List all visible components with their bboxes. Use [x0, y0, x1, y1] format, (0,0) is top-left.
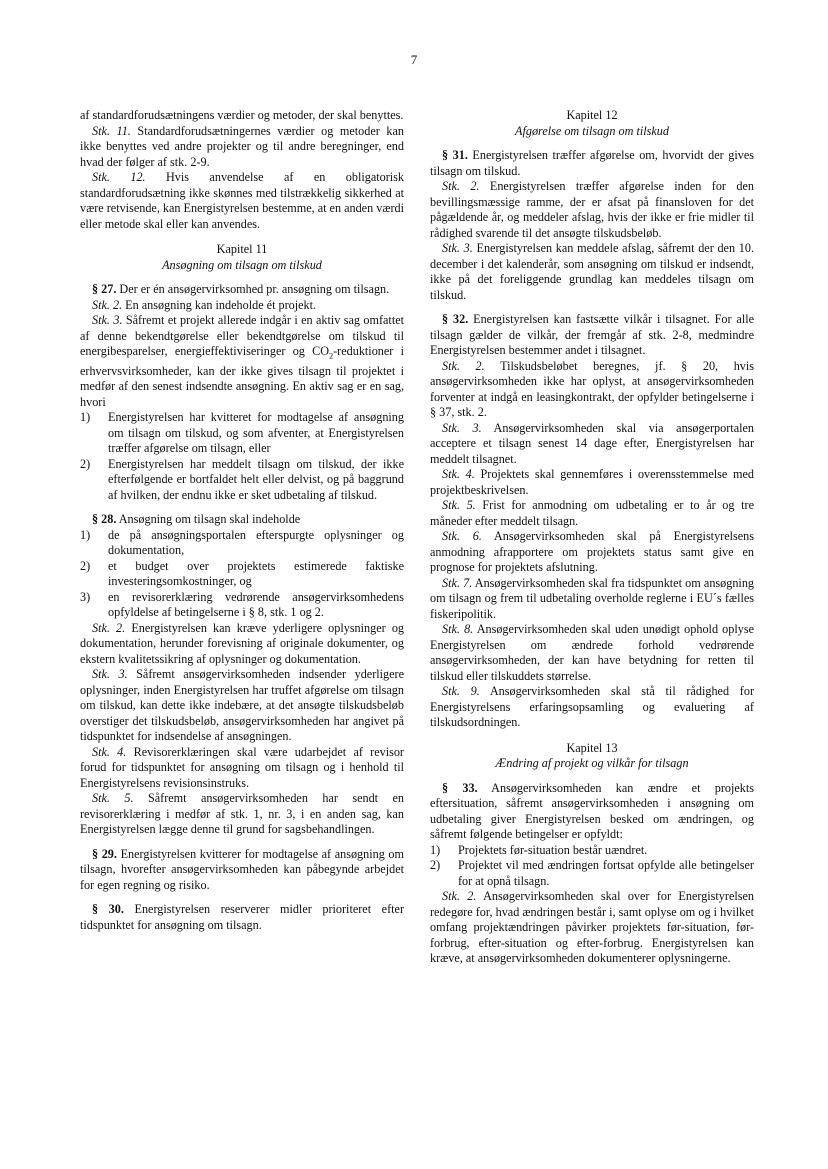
stk-text: Ansøgervirksomheden skal via ansøgerportalen acceptere et tilsagn senest 14 dage efter, Energistyrelsen har meddelt tilsagnet.: [430, 420, 754, 466]
paragraph: af standardforudsætningens værdier og metoder, der skal benyttes.: [80, 108, 404, 122]
list-text: en revisorerklæring vedrørende ansøgervirksomhedens opfyldelse af betingelserne i § 8, stk. 1 og 2.: [108, 589, 404, 620]
list-text: de på ansøgningsportalen efterspurgte oplysninger og dokumentation,: [108, 527, 404, 558]
stk-text: Projektets skal gennemføres i overensstemmelse med projektbeskrivelsen.: [430, 467, 754, 497]
stk-label: Stk. 9.: [442, 684, 480, 698]
stk-text: Energistyrelsen kan meddele afslag, såfremt der den 10. december i det kalenderår, som ansøgning om tilskud er indsendt, ikke på det foreliggende grundlag kan meddeles tilsagn om tilskud.: [430, 241, 755, 302]
section-number: § 33.: [442, 780, 478, 795]
stk-paragraph: [80, 124, 404, 171]
section-number: § 28.: [92, 512, 117, 527]
stk-paragraph: [80, 170, 404, 232]
section-paragraph: [80, 847, 404, 894]
stk-text: Ansøgervirksomheden skal på Energistyrelsens anmodning afrapportere om projektets status samt give en prognose for projektets afslutning.: [430, 529, 755, 574]
stk-text: Ansøgervirksomheden skal stå til rådighed for Energistyrelsens erfaringsopsamling og evaluering af tilskudsordningen.: [430, 684, 754, 729]
page-number: 7: [410, 52, 418, 67]
stk-label: Stk. 8.: [442, 622, 474, 636]
stk-paragraph: [430, 359, 754, 421]
section-paragraph: [430, 781, 754, 843]
list-text: Energistyrelsen har kvitteret for modtagelse af ansøgning om tilsagn om tilskud, og som afventer, at Energistyrelsen træffer afgørelse om tilsagn, eller: [108, 410, 404, 456]
section-text: Energistyrelsen kan fastsætte vilkår i tilsagnet. For alle tilsagn gælder de vilkår, der fremgår af stk. 2-8, medmindre Energistyrelsen bestemmer andet i tilsagnet.: [430, 312, 754, 357]
stk-paragraph: [80, 667, 404, 745]
stk-label: Stk. 7.: [442, 575, 473, 590]
list-number: 2): [80, 456, 91, 471]
list-text: Projektets før-situation består uændret.: [458, 842, 648, 857]
subscript: 2: [329, 351, 334, 361]
section-paragraph: [80, 902, 404, 933]
stk-paragraph: [80, 621, 404, 668]
list-text: Energistyrelsen har meddelt tilsagn om tilskud, der ikke efterfølgende er bortfaldet helt eller delvist, og på baggrund af hvilken, der endnu ikke er sket udbetaling af tilskud.: [108, 456, 404, 502]
section-text: Energistyrelsen træffer afgørelse om, hvorvidt der gives tilsagn om tilskud.: [430, 148, 755, 178]
stk-paragraph: [80, 745, 404, 792]
stk-label: Stk. 2.: [442, 358, 485, 373]
stk-paragraph: [430, 684, 754, 731]
stk-text: Ansøgervirksomheden skal uden unødigt ophold oplyse Energistyrelsen om ændrede forhold vedrørende ansøgervirksomheden, der kan have betydning for retten til tilskud eller tilskuddets størrelse.: [430, 622, 754, 683]
stk-paragraph: [430, 498, 754, 529]
list-number: 3): [80, 589, 91, 604]
list-item: [80, 410, 404, 457]
stk-label: Stk. 11.: [92, 123, 131, 138]
stk-text: Såfremt et projekt allerede indgår i en aktiv sag omfattet af denne bekendtgørelse eller bekendtgørelse om tilskud til energibesparelser, energieffektiviseringer og CO: [80, 313, 404, 358]
section-paragraph: [430, 312, 754, 359]
stk-label: Stk. 6.: [442, 529, 482, 543]
stk-text: Ansøgervirksomheden skal over for Energistyrelsen redegøre for, hvad ændringen består i, samt oplyse om og i hvilket omfang projektændringen påvirker projektets før-situation, før-forbrug, efter-situation og efter-forbrug. Energistyrelsen kan kræve, at ansøgervirksomheden dokumenterer oplysningerne.: [430, 889, 754, 965]
chapter-subtitle: Ansøgning om tilsagn om tilskud: [162, 257, 322, 272]
stk-paragraph: [430, 241, 754, 303]
stk-paragraph: [430, 179, 754, 241]
section-text: Ansøgervirksomheden kan ændre et projekts eftersituation, såfremt ansøgervirksomheden i ansøgning om udbetaling giver Energistyrelsen besked om ændringen, og såfremt følgende betingelser er opfyldt:: [430, 780, 754, 841]
stk-label: Stk. 4.: [442, 467, 475, 481]
list-number: 2): [80, 558, 91, 573]
chapter-title: Kapitel 13: [566, 740, 618, 755]
stk-label: Stk. 2.: [442, 179, 480, 193]
chapter-title: Kapitel 12: [566, 108, 618, 122]
section-paragraph: [80, 512, 404, 528]
section-paragraph: [430, 148, 754, 179]
section-text: Der er én ansøgervirksomhed pr. ansøgning om tilsagn.: [116, 282, 390, 296]
chapter-subtitle: Ændring af projekt og vilkår for tilsagn: [495, 756, 689, 770]
stk-text: -reduktioner i erhvervsvirksomheder, kan der ikke gives tilsagn til projektet i medfør af den senest indsendte ansøgning. En aktiv sag er en sag, hvori: [80, 344, 405, 409]
stk-label: Stk. 3.: [92, 313, 123, 327]
section-number: § 31.: [442, 148, 468, 162]
list-item: [80, 559, 404, 590]
stk-paragraph: [430, 889, 754, 967]
stk-paragraph: [430, 529, 754, 576]
stk-paragraph: [430, 622, 754, 684]
list-number: 1): [430, 842, 441, 857]
stk-label: Stk. 2.: [92, 620, 126, 635]
stk-label: Stk. 12.: [92, 170, 146, 184]
section-text: Energistyrelsen reserverer midler prioriteret efter tidspunktet for ansøgning om tilsagn.: [80, 902, 404, 932]
section-text: Ansøgning om tilsagn skal indeholde: [116, 512, 301, 527]
stk-label: Stk. 4.: [92, 744, 127, 759]
left-column: [80, 108, 404, 933]
stk-paragraph: [430, 576, 754, 623]
stk-text: En ansøgning kan indeholde ét projekt.: [122, 297, 317, 312]
stk-label: Stk. 2.: [442, 889, 477, 903]
stk-paragraph: [80, 791, 404, 838]
stk-text: Hvis anvendelse af en obligatorisk standardforudsætning ikke skønnes med tilstrækkelig sikkerhed at være retvisende, kan Energistyrelsen bestemme, at en anden værdi eller metode skal eller kan anvendes.: [80, 170, 404, 231]
list-item: [80, 528, 404, 559]
list-item: [80, 590, 404, 621]
section-text: Energistyrelsen kvitterer for modtagelse af ansøgning om tilsagn, hvorefter ansøgervirksomheden kan påbegynde arbejdet for egen regning og risiko.: [80, 846, 405, 892]
section-paragraph: [80, 282, 404, 298]
right-column: [430, 108, 754, 967]
stk-text: Tilskudsbeløbet beregnes, jf. § 20, hvis ansøgervirksomheden ikke har oplyst, at ansøgervirksomheden forventer at indgå en leasingkontrakt, der opfylder betingelserne i § 37, stk. 2.: [430, 358, 755, 419]
list-number: 2): [430, 858, 441, 872]
list-item: [430, 858, 754, 889]
chapter-title: Kapitel 11: [216, 242, 268, 256]
stk-paragraph: [80, 313, 404, 410]
section-number: § 27.: [92, 282, 117, 296]
chapter-subtitle: Afgørelse om tilsagn om tilskud: [515, 123, 669, 138]
stk-text: Energistyrelsen kan kræve yderligere oplysninger og dokumentation, herunder forevisning af originale dokumenter, og ekstern kvalitetssikring af oplysninger og dokumentation.: [80, 620, 405, 666]
list-item: [80, 457, 404, 504]
stk-paragraph: [430, 467, 754, 498]
stk-text: Revisorerklæringen skal være udarbejdet af revisor forud for tidspunktet for ansøgning om tilsagn og i henhold til Energistyrelsens revisionsinstruks.: [80, 744, 404, 790]
stk-text: Standardforudsætningernes værdier og metoder kan ikke benyttes ved andre projekter og til andre beregninger, end hvad der følger af stk. 2-9.: [80, 123, 404, 169]
stk-label: Stk. 5.: [92, 791, 134, 806]
stk-label: Stk. 3.: [442, 241, 473, 255]
section-number: § 29.: [92, 846, 117, 861]
stk-label: Stk. 5.: [442, 498, 476, 512]
stk-text: Såfremt ansøgervirksomheden indsender yderligere oplysninger, inden Energistyrelsen har truffet afgørelse om tilsagn om tilskud, kan dette ikke indebære, at det ansøgte tilskudsbeløb overstiger det tilskudsbeløb, ansøgervirksomheden har angivet på tidspunktet for indsendelse af ansøgningen.: [80, 667, 405, 744]
stk-text: Såfremt ansøgervirksomheden har sendt en revisorerklæring i medfør af stk. 1, nr. 3, i en anden sag, kan Energistyrelsen lægge denne til grund for sagsbehandlingen.: [80, 791, 404, 837]
section-number: § 32.: [442, 312, 469, 326]
list-number: 1): [80, 410, 91, 425]
list-number: 1): [80, 527, 91, 542]
stk-paragraph: [80, 298, 404, 314]
stk-label: Stk. 2.: [92, 297, 123, 312]
stk-label: Stk. 3.: [92, 667, 128, 682]
stk-text: Frist for anmodning om udbetaling er to år og tre måneder efter meddelt tilsagn.: [430, 498, 754, 528]
list-text: et budget over projektets estimerede faktiske investeringsomkostninger, og: [108, 558, 404, 589]
stk-text: Energistyrelsen træffer afgørelse inden for den bevillingsmæssige ramme, der er afsat på finansloven for det pågældende år, og meddeler afslag, hvis der ikke er frie midler til rådighed svarende til det ansøgte tilskudsbeløb.: [430, 179, 754, 240]
stk-paragraph: [430, 421, 754, 468]
stk-label: Stk. 3.: [442, 420, 482, 435]
list-text: Projektet vil med ændringen fortsat opfylde alle betingelser for at opnå tilsagn.: [458, 858, 754, 888]
stk-text: Ansøgervirksomheden skal fra tidspunktet om ansøgning om tilsagn og frem til udbetaling overholde reglerne i EU´s fælles fiskeripolitik.: [430, 575, 755, 621]
section-number: § 30.: [92, 902, 124, 917]
list-item: [430, 843, 754, 859]
